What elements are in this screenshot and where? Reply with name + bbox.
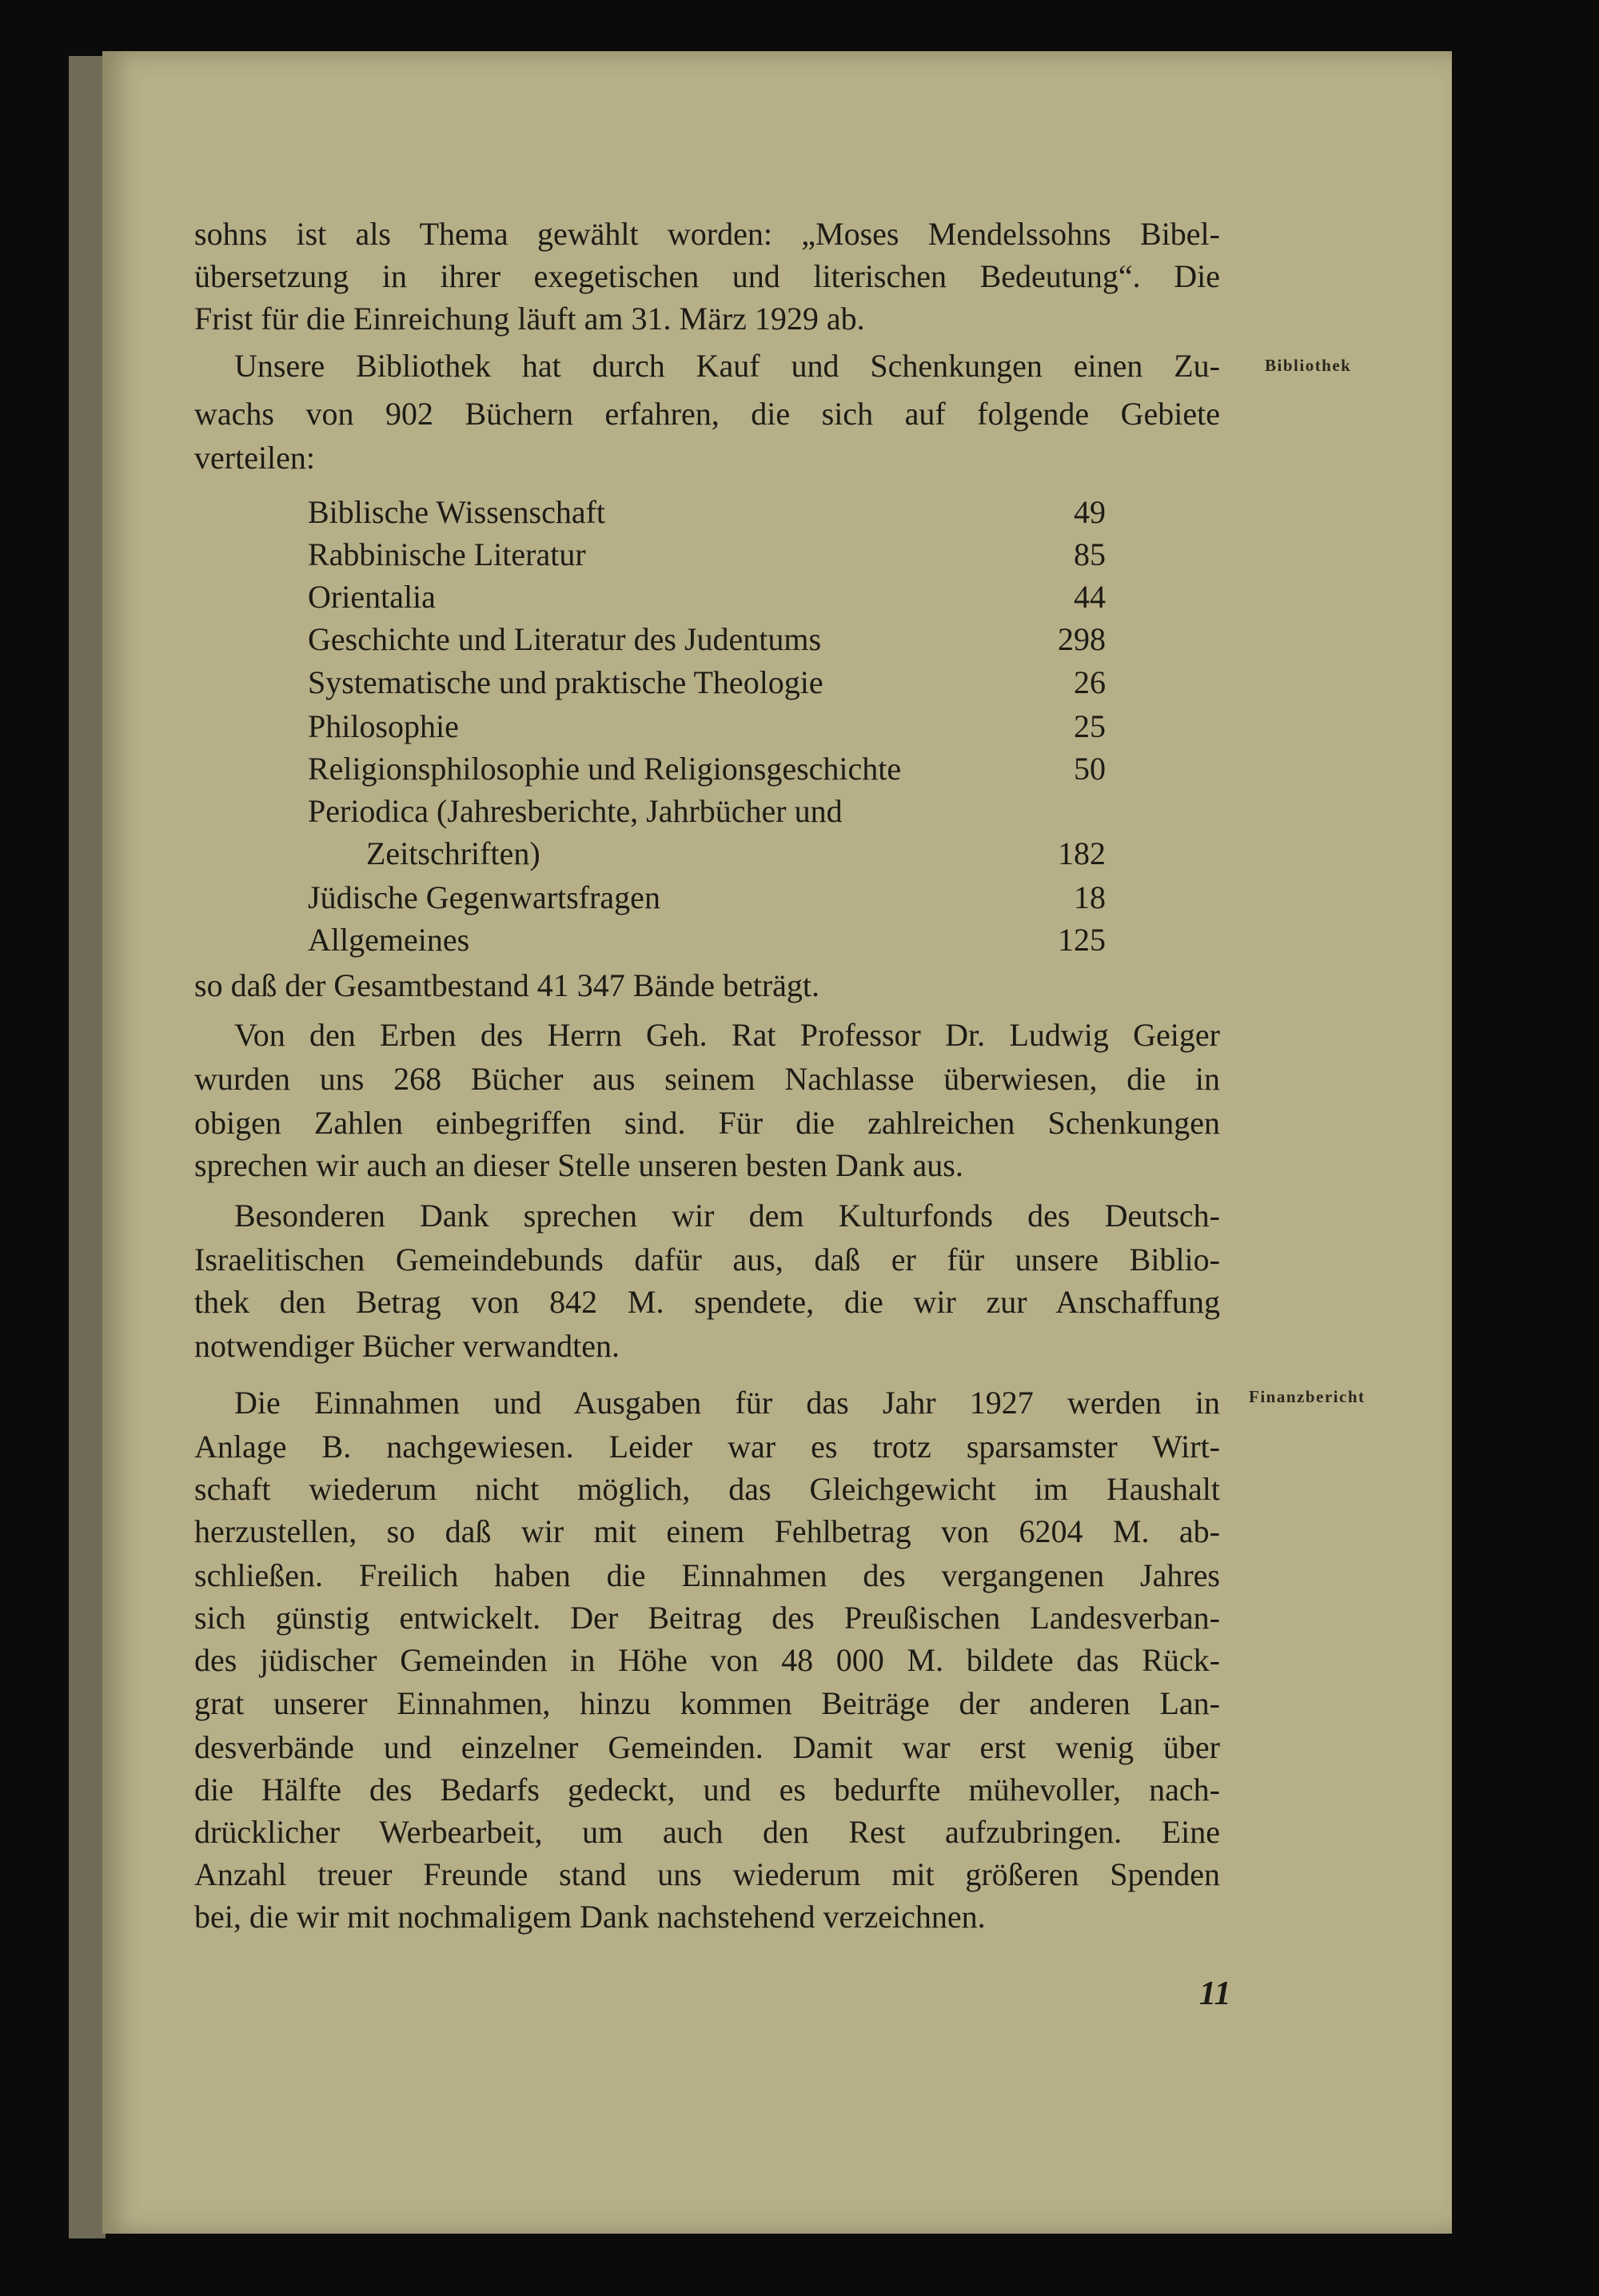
table-row-label: Zeitschriften) (366, 835, 540, 871)
table-row-count: 49 (1074, 494, 1106, 530)
text-line: Anzahl treuer Freunde stand uns wiederum mit größeren Spenden (194, 1856, 1220, 1892)
table-row-count: 18 (1074, 879, 1106, 915)
text-line: wachs von 902 Büchern erfahren, die sich auf folgende Gebiete (194, 396, 1220, 432)
text-line: sohns ist als Thema gewählt worden: „Moses Mendelssohns Bibel- (194, 216, 1220, 252)
text-line: Frist für die Einreichung läuft am 31. März 1929 ab. (194, 301, 865, 337)
table-row-label: Philosophie (308, 708, 459, 744)
text-line: notwendiger Bücher verwandten. (194, 1328, 620, 1364)
text-line: thek den Betrag von 842 M. spendete, die wir zur Anschaffung (194, 1284, 1220, 1320)
table-row-count: 25 (1074, 708, 1106, 744)
text-line: Von den Erben des Herrn Geh. Rat Professor Dr. Ludwig Geiger (234, 1017, 1220, 1053)
table-row-label: Periodica (Jahresberichte, Jahrbücher und (308, 793, 843, 829)
text-line: bei, die wir mit nochmaligem Dank nachstehend verzeichnen. (194, 1899, 986, 1935)
text-line: Israelitischen Gemeindebunds dafür aus, daß er für unsere Biblio- (194, 1242, 1220, 1278)
page-number: 11 (1199, 1975, 1231, 2012)
table-row-count: 298 (1058, 621, 1106, 657)
text-line: desverbände und einzelner Gemeinden. Damit war erst wenig über (194, 1729, 1220, 1765)
text-line: übersetzung in ihrer exegetischen und literischen Bedeutung“. Die (194, 258, 1220, 294)
text-line: grat unserer Einnahmen, hinzu kommen Beiträge der anderen Lan- (194, 1685, 1220, 1721)
table-row-label: Systematische und praktische Theologie (308, 664, 823, 700)
text-line: schließen. Freilich haben die Einnahmen des vergangenen Jahres (194, 1557, 1220, 1593)
total-line: so daß der Gesamtbestand 41 347 Bände beträgt. (194, 967, 820, 1003)
text-line: sprechen wir auch an dieser Stelle unseren besten Dank aus. (194, 1147, 963, 1183)
table-row-label: Rabbinische Literatur (308, 536, 586, 572)
table-row-count: 26 (1074, 664, 1106, 700)
text-line: wurden uns 268 Bücher aus seinem Nachlasse überwiesen, die in (194, 1061, 1220, 1097)
text-line: Besonderen Dank sprechen wir dem Kulturfonds des Deutsch- (234, 1198, 1220, 1234)
text-line: schaft wiederum nicht möglich, das Gleichgewicht im Haushalt (194, 1471, 1220, 1507)
table-row-count: 182 (1058, 835, 1106, 871)
table-row-count: 85 (1074, 536, 1106, 572)
table-row-label: Geschichte und Literatur des Judentums (308, 621, 822, 657)
table-row-count: 44 (1074, 579, 1106, 615)
text-line: Die Einnahmen und Ausgaben für das Jahr 1927 werden in (234, 1385, 1220, 1421)
table-row-label: Orientalia (308, 579, 436, 615)
text-line: Unsere Bibliothek hat durch Kauf und Schenkungen einen Zu- (234, 348, 1220, 384)
text-line: des jüdischer Gemeinden in Höhe von 48 000 M. bildete das Rück- (194, 1642, 1220, 1678)
text-line: die Hälfte des Bedarfs gedeckt, und es bedurfte mühevoller, nach- (194, 1772, 1220, 1808)
text-line: verteilen: (194, 440, 316, 476)
book-gutter (69, 56, 106, 2238)
margin-note-library: Bibliothek (1265, 356, 1352, 375)
table-row-count: 50 (1074, 751, 1106, 787)
table-row-label: Jüdische Gegenwartsfragen (308, 879, 660, 915)
table-row-label: Allgemeines (308, 922, 470, 958)
text-line: drücklicher Werbearbeit, um auch den Rest aufzubringen. Eine (194, 1814, 1220, 1850)
text-line: herzustellen, so daß wir mit einem Fehlbetrag von 6204 M. ab- (194, 1513, 1220, 1549)
table-row-label: Religionsphilosophie und Religionsgeschichte (308, 751, 902, 787)
text-line: obigen Zahlen einbegriffen sind. Für die zahlreichen Schenkungen (194, 1105, 1220, 1141)
table-row-count: 125 (1058, 922, 1106, 958)
text-line: Anlage B. nachgewiesen. Leider war es trotz sparsamster Wirt- (194, 1429, 1220, 1465)
text-line: sich günstig entwickelt. Der Beitrag des Preußischen Landesverban- (194, 1600, 1220, 1636)
table-row-label: Biblische Wissenschaft (308, 494, 606, 530)
margin-note-finance: Finanzbericht (1249, 1387, 1366, 1406)
